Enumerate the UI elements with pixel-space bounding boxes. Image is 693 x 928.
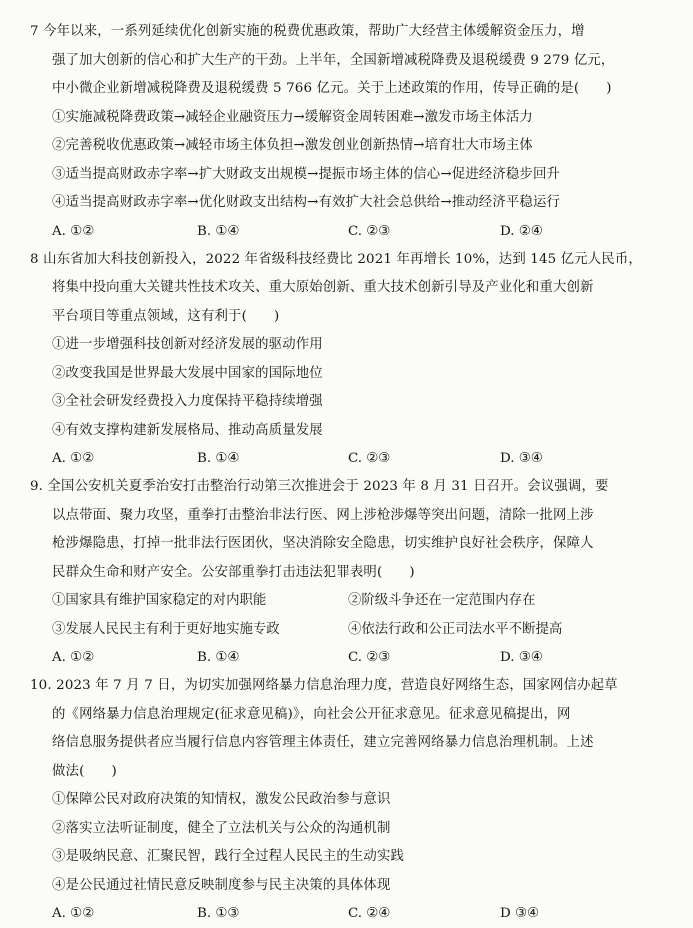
question-stem-line: 9. 全国公安机关夏季治安打击整治行动第三次推进会于 2023 年 8 月 31 日召开。会议强调，要 bbox=[30, 479, 609, 494]
choice-d: D ③④ bbox=[500, 906, 540, 921]
question-stem-line: 8 山东省加大科技创新投入，2022 年省级科技经费比 2021 年再增长 10%，达到 145 亿元人民币， bbox=[30, 251, 642, 267]
option-row bbox=[30, 587, 675, 616]
question-10-stem bbox=[30, 672, 675, 786]
question-stem-line: 的《网络暴力信息治理规定(征求意见稿)》，向社会公开征求意见。征求意见稿提出，网 bbox=[52, 706, 571, 722]
answer-choices bbox=[30, 218, 675, 246]
question-7-stem bbox=[30, 18, 675, 104]
choice-b: B. ①④ bbox=[197, 451, 240, 466]
option-3: ③是吸纳民意、汇聚民智，践行全过程人民民主的生动实践 bbox=[52, 849, 405, 864]
option-2: ②改变我国是世界最大发展中国家的国际地位 bbox=[52, 365, 323, 381]
question-stem-line: 7 今年以来，一系列延续优化创新实施的税费优惠政策，帮助广大经营主体缓解资金压力，增 bbox=[30, 24, 585, 39]
choice-d: D. ②④ bbox=[500, 223, 543, 239]
question-8 bbox=[30, 246, 675, 474]
answer-choices bbox=[30, 445, 675, 473]
question-10 bbox=[30, 672, 675, 928]
option-4: ④适当提高财政赤字率→优化财政支出结构→有效扩大社会总供给→推动经济平稳运行 bbox=[52, 195, 561, 210]
question-stem-line: 平台项目等重点领域，这有利于( ) bbox=[52, 308, 280, 324]
answer-choices bbox=[30, 644, 675, 672]
option-2: ②落实立法听证制度，健全了立法机关与公众的沟通机制 bbox=[52, 820, 391, 836]
option-3: ③全社会研发经费投入力度保持平稳持续增强 bbox=[52, 394, 323, 409]
option-3: ③适当提高财政赤字率→扩大财政支出规模→提振市场主体的信心→促进经济稳步回升 bbox=[52, 166, 561, 182]
question-stem-line: 枪涉爆隐患，打掉一批非法行医团伙，坚决消除安全隐患，切实维护良好社会秩序，保障人 bbox=[52, 536, 594, 551]
question-stem-line: 10. 2023 年 7 月 7 日，为切实加强网络暴力信息治理力度，营造良好网络生态，国家网信办起草 bbox=[30, 678, 618, 693]
question-9-stem bbox=[30, 473, 675, 587]
option-1: ①实施减税降费政策→减轻企业融资压力→缓解资金周转困难→激发市场主体活力 bbox=[52, 109, 533, 125]
option-1: ①国家具有维护国家稳定的对内职能 bbox=[52, 593, 267, 608]
option-2: ②完善税收优惠政策→减轻市场主体负担→激发创业创新热情→培育壮大市场主体 bbox=[52, 138, 533, 153]
choice-c: C. ②③ bbox=[348, 223, 391, 239]
choice-a: A. ①② bbox=[52, 451, 95, 466]
question-7 bbox=[30, 18, 675, 246]
choice-b: B. ①④ bbox=[197, 650, 240, 665]
choice-d: D. ③④ bbox=[500, 451, 543, 466]
option-4: ④是公民通过社情民意反映制度参与民主决策的具体体现 bbox=[52, 877, 391, 893]
question-stem-line: 以点带面、聚力攻坚，重拳打击整治非法行医、网上涉枪涉爆等突出问题，清除一批网上涉 bbox=[52, 507, 594, 523]
question-stem-line: 做法( ) bbox=[52, 763, 117, 779]
question-stem-line: 中小微企业新增减税降费及退税缓费 5 766 亿元。关于上述政策的作用，传导正确的是( ) bbox=[52, 81, 612, 96]
option-1: ①进一步增强科技创新对经济发展的驱动作用 bbox=[52, 337, 323, 352]
choice-b: B. ①④ bbox=[197, 223, 240, 239]
option-4: ④依法行政和公正司法水平不断提高 bbox=[348, 621, 563, 637]
question-stem-line: 民群众生命和财产安全。公安部重拳打击违法犯罪表明( ) bbox=[52, 564, 415, 580]
choice-a: A. ①② bbox=[52, 223, 95, 239]
option-4: ④有效支撑构建新发展格局、推动高质量发展 bbox=[52, 422, 323, 438]
choice-d: D. ③④ bbox=[500, 650, 543, 665]
question-8-stem bbox=[30, 246, 675, 332]
answer-choices bbox=[30, 900, 675, 928]
question-9 bbox=[30, 473, 675, 672]
choice-c: C. ②③ bbox=[348, 451, 391, 466]
choice-a: A. ①② bbox=[52, 650, 95, 665]
option-2: ②阶级斗争还在一定范围内存在 bbox=[348, 593, 536, 608]
option-3: ③发展人民民主有利于更好地实施专政 bbox=[52, 621, 280, 637]
question-stem-line: 络信息服务提供者应当履行信息内容管理主体责任，建立完善网络暴力信息治理机制。上述 bbox=[52, 735, 594, 750]
choice-c: C. ②④ bbox=[348, 906, 391, 921]
choice-a: A. ①② bbox=[52, 906, 95, 921]
option-1: ①保障公民对政府决策的知情权，激发公民政治参与意识 bbox=[52, 792, 391, 807]
choice-b: B. ①③ bbox=[197, 906, 240, 921]
question-stem-line: 强了加大创新的信心和扩大生产的干劲。上半年，全国新增减税降费及退税缓费 9 279 亿元， bbox=[52, 52, 615, 68]
question-stem-line: 将集中投向重大关键共性技术攻关、重大原始创新、重大技术创新引导及产业化和重大创新 bbox=[52, 280, 594, 295]
choice-c: C. ②③ bbox=[348, 650, 391, 665]
option-row bbox=[30, 616, 675, 645]
